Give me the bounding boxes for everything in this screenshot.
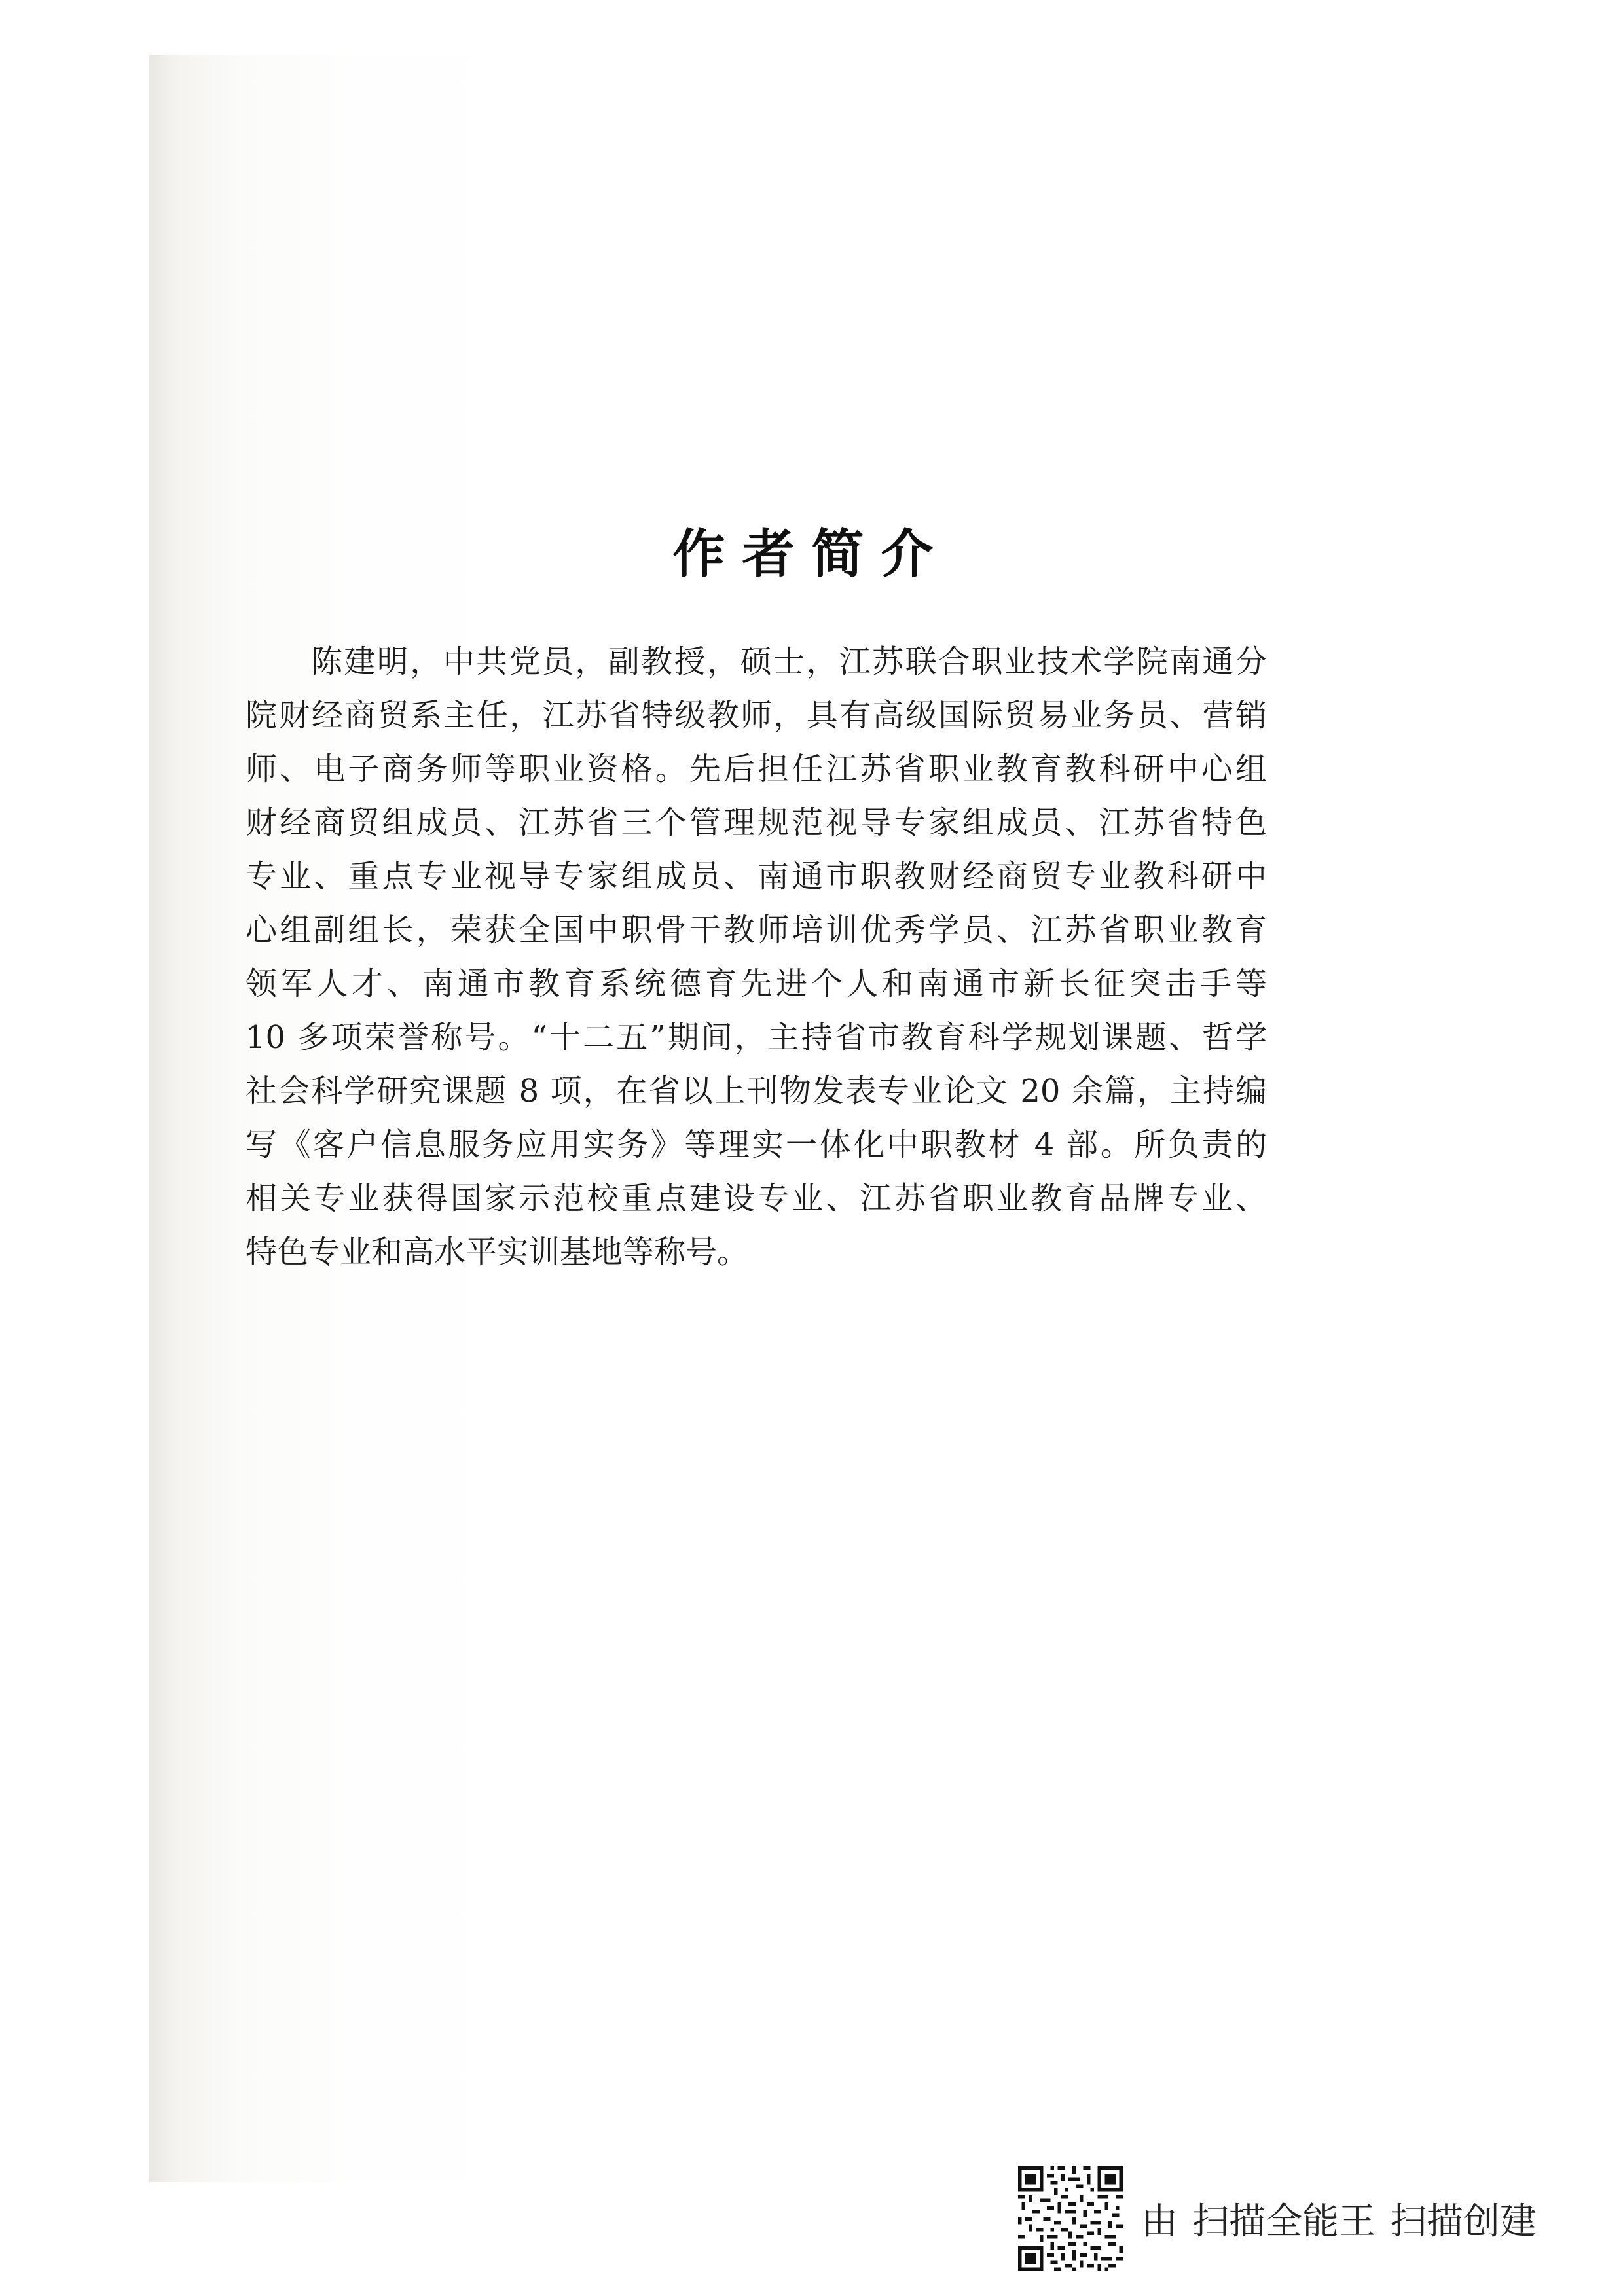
- caption-app-name: 扫描全能王: [1192, 2200, 1376, 2243]
- bio-line: 心组副组长，荣获全国中职骨干教师培训优秀学员、江苏省职业教育: [246, 912, 1267, 948]
- bio-line: 陈建明，中共党员，副教授，硕士，江苏联合职业技术学院南通分: [311, 643, 1267, 680]
- bio-line: 写《客户信息服务应用实务》等理实一体化中职教材 4 部。所负责的: [246, 1126, 1267, 1163]
- page-title: 作者简介: [672, 522, 951, 584]
- scanner-caption: [1141, 2193, 1537, 2245]
- bio-line: 专业、重点专业视导专家组成员、南通市职教财经商贸专业教科研中: [246, 858, 1267, 895]
- bio-line: 10 多项荣誉称号。“十二五”期间，主持省市教育科学规划课题、哲学: [246, 1019, 1267, 1056]
- caption-prefix: 由: [1141, 2200, 1178, 2243]
- scanner-watermark: [1018, 2160, 1537, 2278]
- bio-line: 社会科学研究课题 8 项，在省以上刊物发表专业论文 20 余篇，主持编: [246, 1073, 1267, 1109]
- bio-line: 特色专业和高水平实训基地等称号。: [246, 1234, 749, 1270]
- bio-line: 相关专业获得国家示范校重点建设专业、江苏省职业教育品牌专业、: [246, 1180, 1267, 1217]
- bio-line: 师、电子商务师等职业资格。先后担任江苏省职业教育教科研中心组: [246, 751, 1267, 787]
- author-bio: [246, 635, 1267, 1279]
- bio-line: 财经商贸组成员、江苏省三个管理规范视导专家组成员、江苏省特色: [246, 804, 1267, 841]
- bio-line: 领军人才、南通市教育系统德育先进个人和南通市新长征突击手等: [246, 965, 1267, 1002]
- caption-suffix: 扫描创建: [1390, 2200, 1537, 2243]
- qr-code-icon: [1018, 2166, 1123, 2271]
- bio-line: 院财经商贸系主任，江苏省特级教师，具有高级国际贸易业务员、营销: [246, 697, 1267, 734]
